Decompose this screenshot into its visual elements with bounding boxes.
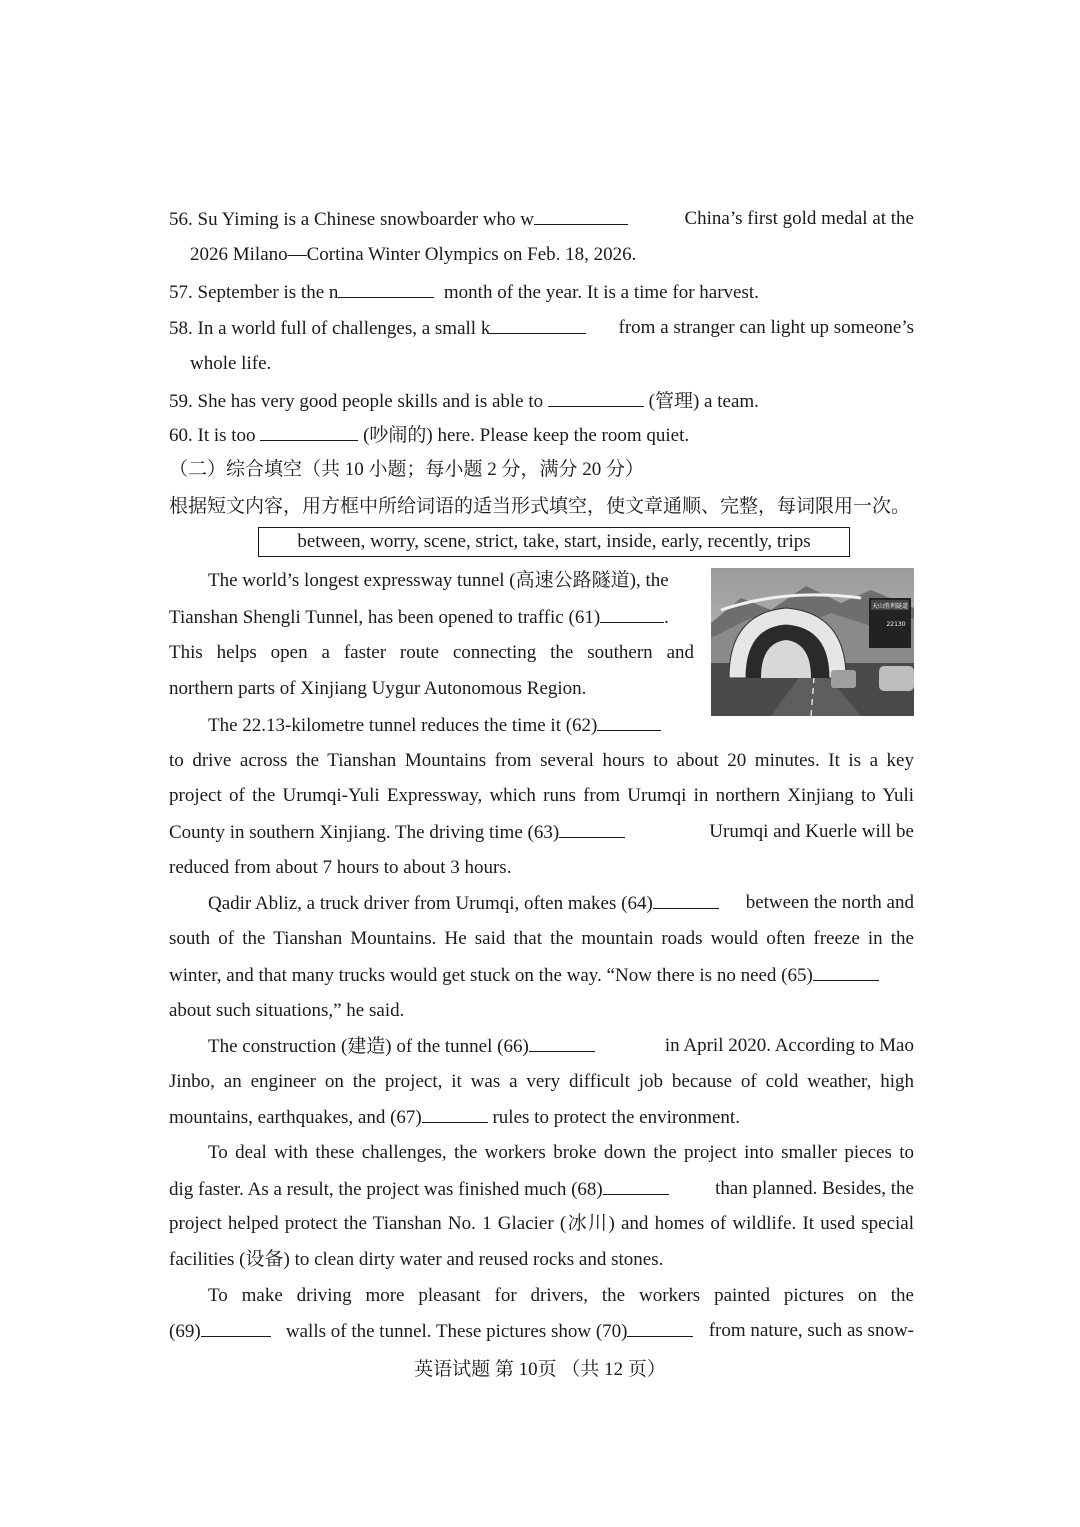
answer-blank-61[interactable]	[600, 604, 664, 623]
passage-text: than planned. Besides, the	[715, 1178, 914, 1199]
passage-text: County in southern Xinjiang. The driving time (63)	[169, 822, 560, 843]
passage-line: south of the Tianshan Mountains. He said that the mountain roads would often freeze in the	[169, 928, 914, 949]
passage-text: walls of the tunnel. These pictures show (70)	[285, 1321, 628, 1342]
passage-line	[208, 1033, 914, 1060]
question-56-line-2: 2026 Milano—Cortina Winter Olympics on Feb. 18, 2026.	[190, 244, 637, 265]
question-58-line-1	[169, 315, 914, 342]
question-text: China’s first gold medal at the	[684, 208, 914, 229]
question-57	[169, 279, 759, 306]
passage-text: .	[664, 607, 669, 628]
passage-text: The 22.13-kilometre tunnel reduces the time it (62)	[208, 715, 598, 736]
answer-blank-67[interactable]	[422, 1104, 488, 1123]
passage-line	[169, 1104, 740, 1131]
passage-line: facilities (设备) to clean dirty water and reused rocks and stones.	[169, 1249, 664, 1270]
answer-blank-66[interactable]	[529, 1033, 595, 1052]
passage-line: to drive across the Tianshan Mountains from several hours to about 20 minutes. It is a key	[169, 750, 914, 771]
answer-blank-63[interactable]	[559, 819, 625, 838]
question-text: 58. In a world full of challenges, a small k	[169, 318, 491, 339]
question-text: month of the year. It is a time for harvest.	[443, 282, 759, 303]
page-footer: 英语试题 第 10页 （共 12 页）	[414, 1359, 666, 1380]
question-text: 59. She has very good people skills and is able to	[169, 391, 544, 412]
photo-sign-text: 天山胜利隧道	[871, 603, 909, 610]
answer-blank-69[interactable]	[201, 1318, 271, 1337]
section-instruction: 根据短文内容，用方框中所给词语的适当形式填空，使文章通顺、完整，每词限用一次。	[169, 496, 911, 517]
answer-blank[interactable]	[548, 388, 644, 407]
passage-line	[169, 962, 879, 989]
passage-text: (69)	[169, 1321, 201, 1342]
passage-text: in April 2020. According to Mao	[664, 1035, 914, 1056]
question-text: (管理) a team.	[648, 391, 759, 412]
question-56-line-1	[169, 206, 914, 233]
passage-line	[169, 1318, 914, 1345]
passage-text: dig faster. As a result, the project was finished much (68)	[169, 1179, 603, 1200]
passage-line: Jinbo, an engineer on the project, it was a very difficult job because of cold weather, high	[169, 1071, 914, 1092]
passage-line	[169, 604, 669, 631]
passage-text: between the north and	[745, 892, 914, 913]
section-title: （二）综合填空（共 10 小题；每小题 2 分，满分 20 分）	[169, 459, 645, 480]
photo-sign-number: 22130	[886, 621, 906, 628]
answer-blank-70[interactable]	[627, 1318, 693, 1337]
answer-blank-65[interactable]	[813, 962, 879, 981]
question-58-line-2: whole life.	[190, 353, 272, 374]
answer-blank[interactable]	[338, 279, 434, 298]
passage-line: project helped protect the Tianshan No. 1 Glacier (冰川) and homes of wildlife. It used special	[169, 1213, 914, 1234]
question-text: (吵闹的) here. Please keep the room quiet.	[363, 425, 690, 446]
answer-blank[interactable]	[534, 206, 628, 225]
answer-blank[interactable]	[490, 315, 586, 334]
passage-line: This helps open a faster route connecting the southern and	[169, 642, 694, 663]
question-60	[169, 422, 689, 449]
passage-text: mountains, earthquakes, and (67)	[169, 1107, 422, 1128]
passage-line: The world’s longest expressway tunnel (高速公路隧道), the	[208, 570, 669, 591]
question-text: 56. Su Yiming is a Chinese snowboarder who w	[169, 209, 535, 230]
passage-text: The construction (建造) of the tunnel (66)	[208, 1036, 529, 1057]
question-59	[169, 388, 759, 415]
passage-line: reduced from about 7 hours to about 3 hours.	[169, 857, 512, 878]
passage-line	[208, 890, 914, 917]
passage-line: To make driving more pleasant for drivers, the workers painted pictures on the	[208, 1285, 914, 1306]
tunnel-photo	[711, 568, 914, 716]
passage-text: Tianshan Shengli Tunnel, has been opened to traffic (61)	[169, 607, 601, 628]
answer-blank[interactable]	[260, 422, 358, 441]
passage-line: northern parts of Xinjiang Uygur Autonomous Region.	[169, 678, 587, 699]
answer-blank-68[interactable]	[603, 1176, 669, 1195]
answer-blank-62[interactable]	[597, 712, 661, 731]
answer-blank-64[interactable]	[653, 890, 719, 909]
word-box: between, worry, scene, strict, take, start, inside, early, recently, trips	[258, 527, 850, 557]
passage-text: Qadir Abliz, a truck driver from Urumqi, often makes (64)	[208, 893, 653, 914]
passage-line: To deal with these challenges, the workers broke down the project into smaller pieces to	[208, 1142, 914, 1163]
passage-text: Urumqi and Kuerle will be	[709, 821, 914, 842]
passage-line: about such situations,” he said.	[169, 1000, 405, 1021]
passage-line	[208, 712, 661, 739]
passage-line: project of the Urumqi-Yuli Expressway, which runs from Urumqi in northern Xinjiang to Yuli	[169, 785, 914, 806]
question-text: 60. It is too	[169, 425, 256, 446]
question-text: 57. September is the n	[169, 282, 339, 303]
passage-line	[169, 819, 914, 846]
passage-text: rules to protect the environment.	[492, 1107, 740, 1128]
question-text: from a stranger can light up someone’s	[618, 317, 914, 338]
passage-text: winter, and that many trucks would get stuck on the way. “Now there is no need (65)	[169, 965, 813, 986]
passage-line	[169, 1176, 914, 1203]
passage-text: from nature, such as snow-	[708, 1320, 914, 1341]
